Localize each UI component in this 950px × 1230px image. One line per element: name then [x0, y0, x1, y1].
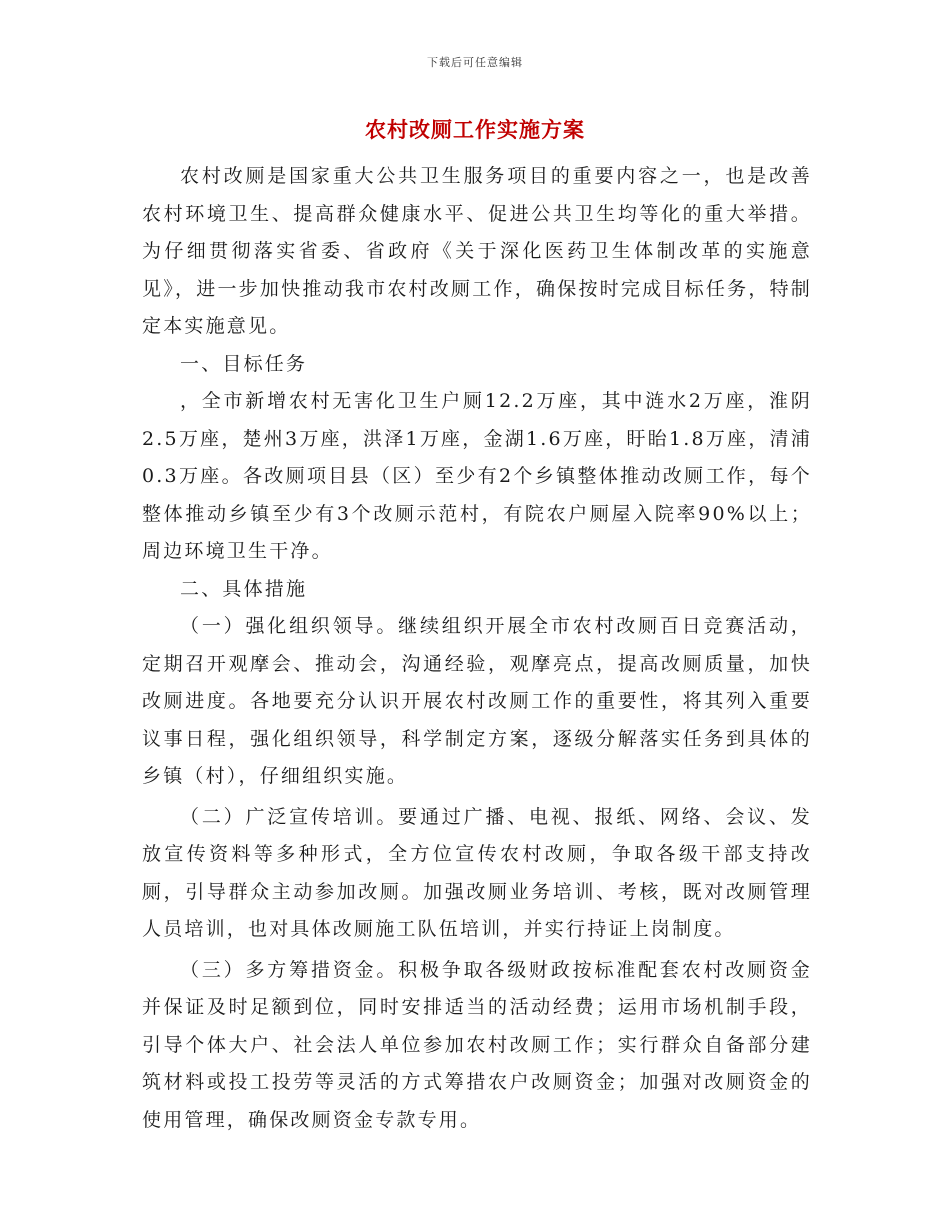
- document-body: [142, 158, 812, 1139]
- document-title: 农村改厕工作实施方案: [365, 117, 585, 142]
- measure-paragraph-organization: （一）强化组织领导。继续组织开展全市农村改厕百日竞赛活动，定期召开观摩会、推动会，沟通经验，观摩亮点，提高改厕质量，加快改厕进度。各地要充分认识开展农村改厕工作的重要性，将其列入重要议事日程，强化组织领导，科学制定方案，逐级分解落实任务到具体的乡镇（村），仔细组织实施。: [142, 615, 812, 787]
- measure-paragraph-funding: （三）多方筹措资金。积极争取各级财政按标准配套农村改厕资金并保证及时足额到位，同时安排适当的活动经费；运用市场机制手段，引导个体大户、社会法人单位参加农村改厕工作；实行群众自备部分建筑材料或投工投劳等灵活的方式筹措农户改厕资金；加强对改厕资金的使用管理，确保改厕资金专款专用。: [142, 958, 812, 1131]
- header-note: 下载后可任意编辑: [427, 56, 523, 69]
- goals-paragraph: ，全市新增农村无害化卫生户厕12.2万座，其中涟水2万座，淮阴2.5万座，楚州3万座，洪泽1万座，金湖1.6万座，盱眙1.8万座，清浦0.3万座。各改厕项目县（区）至少有2个乡镇整体推动改厕工作，每个整体推动乡镇至少有3个改厕示范村，有院农户厕屋入院率90%以上；周边环境卫生干净。: [142, 390, 812, 562]
- measure-paragraph-publicity: （二）广泛宣传培训。要通过广播、电视、报纸、网络、会议、发放宣传资料等多种形式，全方位宣传农村改厕，争取各级干部支持改厕，引导群众主动参加改厕。加强改厕业务培训、考核，既对改厕管理人员培训，也对具体改厕施工队伍培训，并实行持证上岗制度。: [142, 805, 812, 940]
- section-heading-measures: 二、具体措施: [180, 577, 308, 600]
- section-heading-goals: 一、目标任务: [180, 352, 308, 375]
- intro-paragraph: 农村改厕是国家重大公共卫生服务项目的重要内容之一，也是改善农村环境卫生、提高群众健康水平、促进公共卫生均等化的重大举措。为仔细贯彻落实省委、省政府《关于深化医药卫生体制改革的实施意见》，进一步加快推动我市农村改厕工作，确保按时完成目标任务，特制定本实施意见。: [142, 165, 812, 337]
